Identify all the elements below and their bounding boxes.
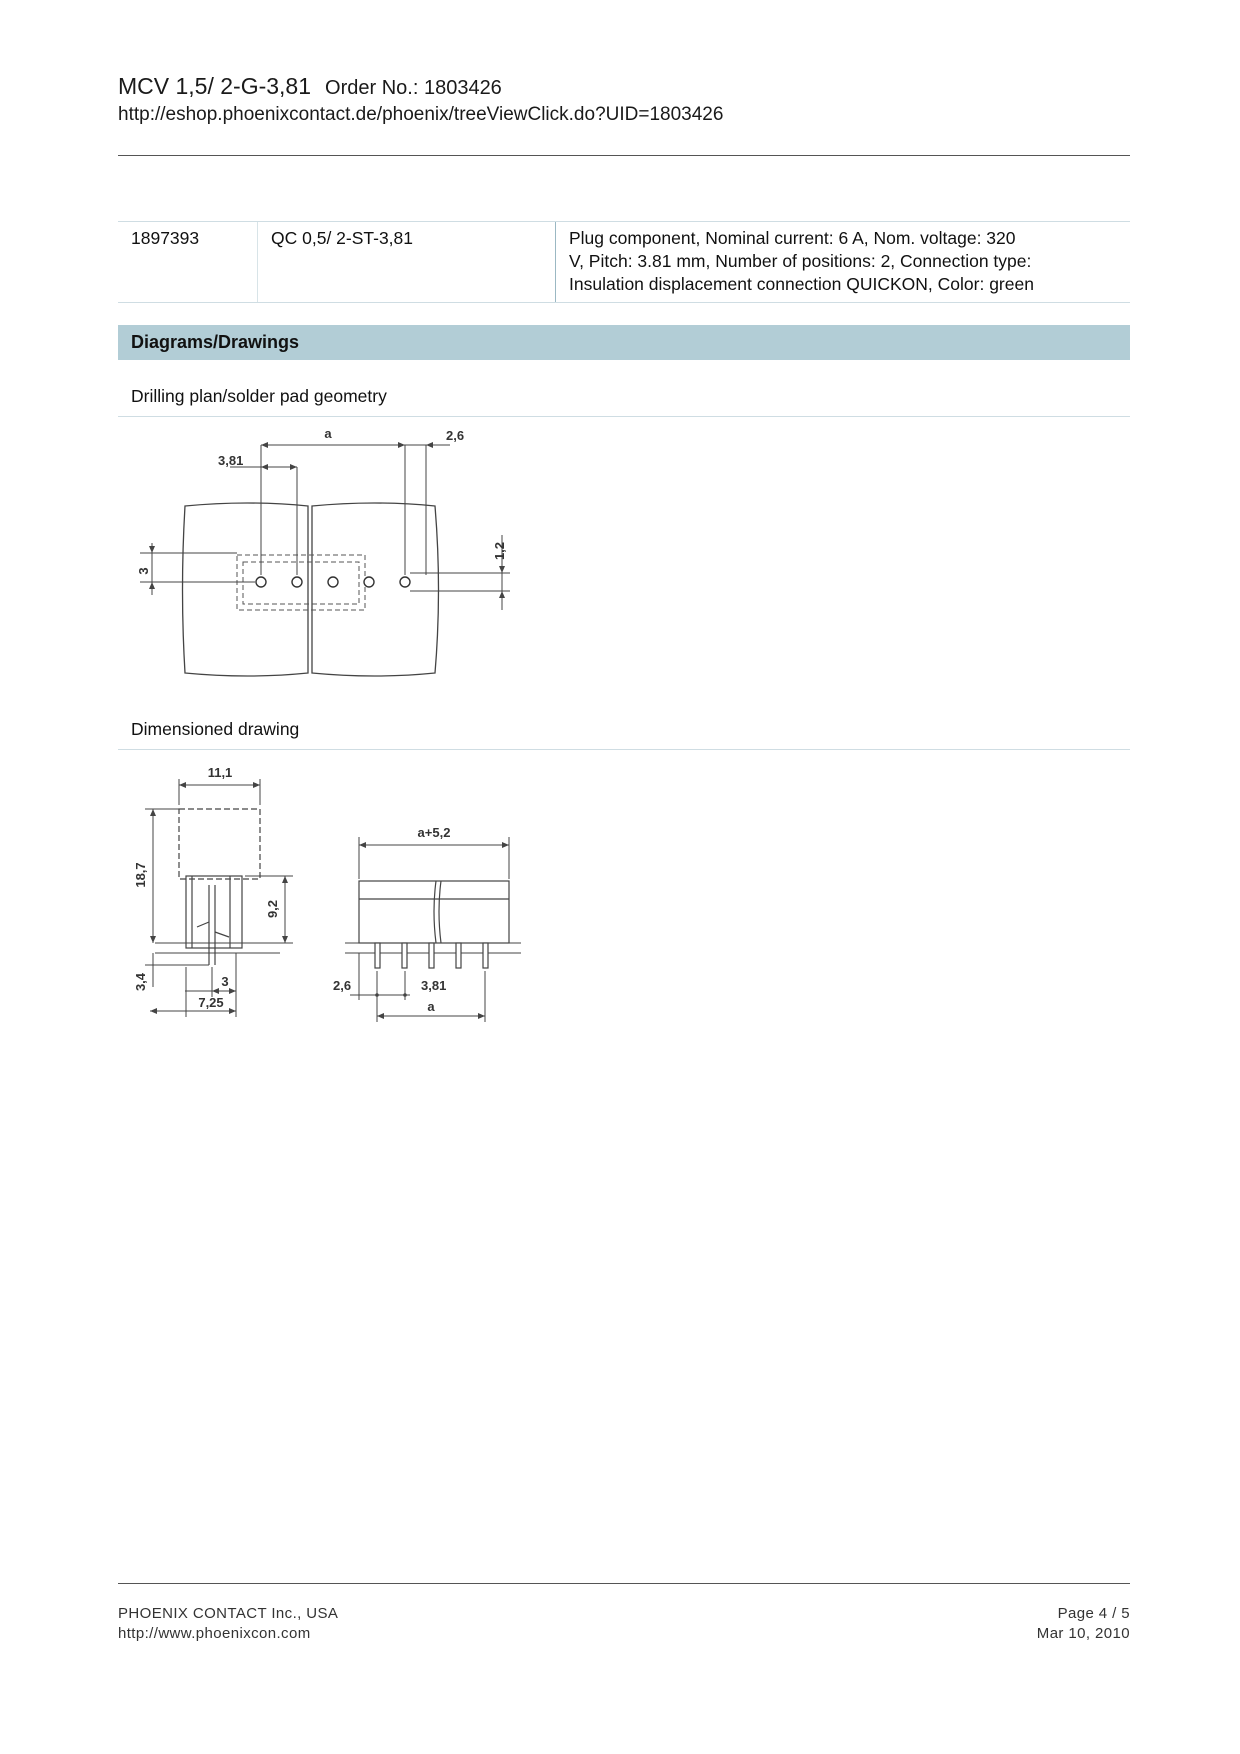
product-name: MCV 1,5/ 2-G-3,81 (118, 73, 312, 99)
dim-label-length: a+5,2 (417, 825, 451, 840)
dim-label-depth: 7,25 (198, 995, 224, 1010)
accessory-order-no: 1897393 (131, 228, 200, 248)
dim-label-height: 3 (136, 567, 151, 575)
board-outline-left (183, 503, 309, 676)
drill-hole (292, 577, 302, 587)
footer-website[interactable]: http://www.phoenixcon.com (118, 1625, 311, 1642)
section-header: Diagrams/Drawings (118, 325, 1130, 360)
dim-label-width: 11,1 (207, 765, 233, 780)
description-line: Plug component, Nominal current: 6 A, Nom. voltage: 320 (569, 228, 1016, 248)
accessory-row (118, 222, 1130, 302)
pin (402, 943, 407, 968)
dim-label-edge: 2,6 (333, 978, 352, 993)
footer-date: Mar 10, 2010 (1036, 1625, 1130, 1642)
header-body-side (186, 876, 242, 948)
subhead-divider (118, 749, 1130, 750)
dim-label-pitch: 3,81 (218, 453, 244, 468)
header-divider (118, 155, 1130, 156)
dim-label-height-total: 18,7 (133, 862, 148, 888)
footer-page-number: Page 4 / 5 (1057, 1605, 1130, 1622)
dimensioned-drawing (125, 757, 545, 1037)
column-divider (555, 222, 556, 302)
dim-label-pad: 1,2 (492, 541, 507, 561)
pin (483, 943, 488, 968)
drill-hole (400, 577, 410, 587)
plug-outline-dashed (179, 809, 260, 879)
pin (456, 943, 461, 968)
accessory-type: QC 0,5/ 2-ST-3,81 (271, 228, 414, 248)
pin (429, 943, 434, 968)
order-number: Order No.: 1803426 (325, 77, 502, 99)
description-line: V, Pitch: 3.81 mm, Number of positions: 2, Connection type: (569, 251, 1032, 271)
dim-label-height-body: 9,2 (265, 899, 280, 919)
drill-hole (256, 577, 266, 587)
board-outline-right (312, 503, 439, 676)
drill-hole (328, 577, 338, 587)
dim-label-pin-length: 3,4 (133, 972, 148, 992)
description-line: Insulation displacement connection QUICKON, Color: green (569, 274, 1034, 294)
dim-label-a: a (427, 999, 435, 1014)
product-url[interactable]: http://eshop.phoenixcontact.de/phoenix/treeViewClick.do?UID=1803426 (118, 104, 724, 125)
drilling-plan-heading: Drilling plan/solder pad geometry (131, 386, 387, 406)
dim-label-pitch: 3,81 (421, 978, 447, 993)
dim-label-a: a (324, 426, 332, 441)
footer-company: PHOENIX CONTACT Inc., USA (118, 1605, 339, 1622)
table-bottom-border (118, 302, 1130, 303)
column-divider (257, 222, 258, 302)
dim-label-offset: 2,6 (446, 428, 465, 443)
dimensioned-drawing-heading: Dimensioned drawing (131, 719, 300, 739)
footer-divider (118, 1583, 1130, 1584)
subhead-divider (118, 416, 1130, 417)
drilling-plan-drawing (130, 425, 540, 685)
accessory-description (569, 222, 1129, 302)
document-title (118, 73, 502, 100)
drill-hole (364, 577, 374, 587)
dim-label-pin-offset: 3 (221, 974, 229, 989)
pin (375, 943, 380, 968)
